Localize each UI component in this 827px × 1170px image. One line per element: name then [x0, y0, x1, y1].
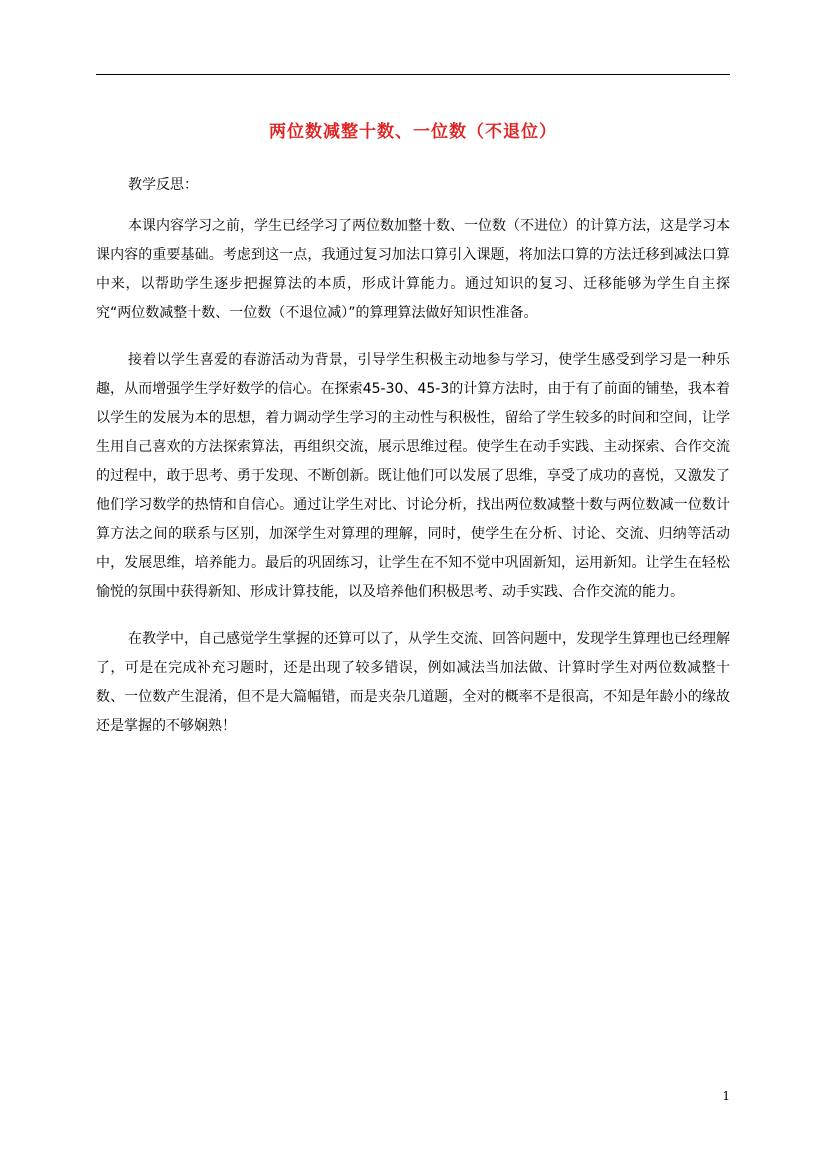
page-number: 1 [722, 1089, 730, 1103]
section-label: 教学反思： [128, 177, 198, 193]
paragraph-3: 在教学中，自己感觉学生掌握的还算可以了，从学生交流、回答问题中，发现学生算理也已经理解了，可是在完成补充习题时，还是出现了较多错误，例如减法当加法做、计算时学生对两位数减整十数、一位数产生混淆，但不是大篇幅错，而是夹杂几道题，全对的概率不是很高，不知是年龄小的缘故还是掌握的不够娴熟！ [96, 631, 730, 734]
header-rule [96, 74, 730, 75]
paragraph-1: 本课内容学习之前，学生已经学习了两位数加整十数、一位数（不进位）的计算方法，这是学习本课内容的重要基础。考虑到这一点，我通过复习加法口算引入课题，将加法口算的方法迁移到减法口算中来，以帮助学生逐步把握算法的本质，形成计算能力。通过知识的复习、迁移能够为学生自主探究“两位数减整十数、一位数（不退位减）”的算理算法做好知识性准备。 [96, 218, 730, 321]
paragraph-2: 接着以学生喜爱的春游活动为背景，引导学生积极主动地参与学习，使学生感受到学习是一种乐趣，从而增强学生学好数学的信心。在探索45-30、45-3的计算方法时，由于有了前面的铺垫，我本着以学生的发展为本的思想，着力调动学生学习的主动性与积极性，留给了学生较多的时间和空间，让学生用自己喜欢的方法探索算法，再组织交流，展示思维过程。使学生在动手实践、主动探索、合作交流的过程中，敢于思考、勇于发现、不断创新。既让他们可以发展了思维，享受了成功的喜悦，又激发了他们学习数学的热情和自信心。通过让学生对比、讨论分析，找出两位数减整十数与两位数减一位数计算方法之间的联系与区别，加深学生对算理的理解，同时，使学生在分析、讨论、交流、归纳等活动中，发展思维，培养能力。最后的巩固练习，让学生在不知不觉中巩固新知，运用新知。让学生在轻松愉悦的氛围中获得新知、形成计算技能，以及培养他们积极思考、动手实践、合作交流的能力。 [96, 352, 730, 600]
page-title: 两位数减整十数、一位数（不退位） [269, 122, 557, 142]
document-body [96, 171, 730, 759]
